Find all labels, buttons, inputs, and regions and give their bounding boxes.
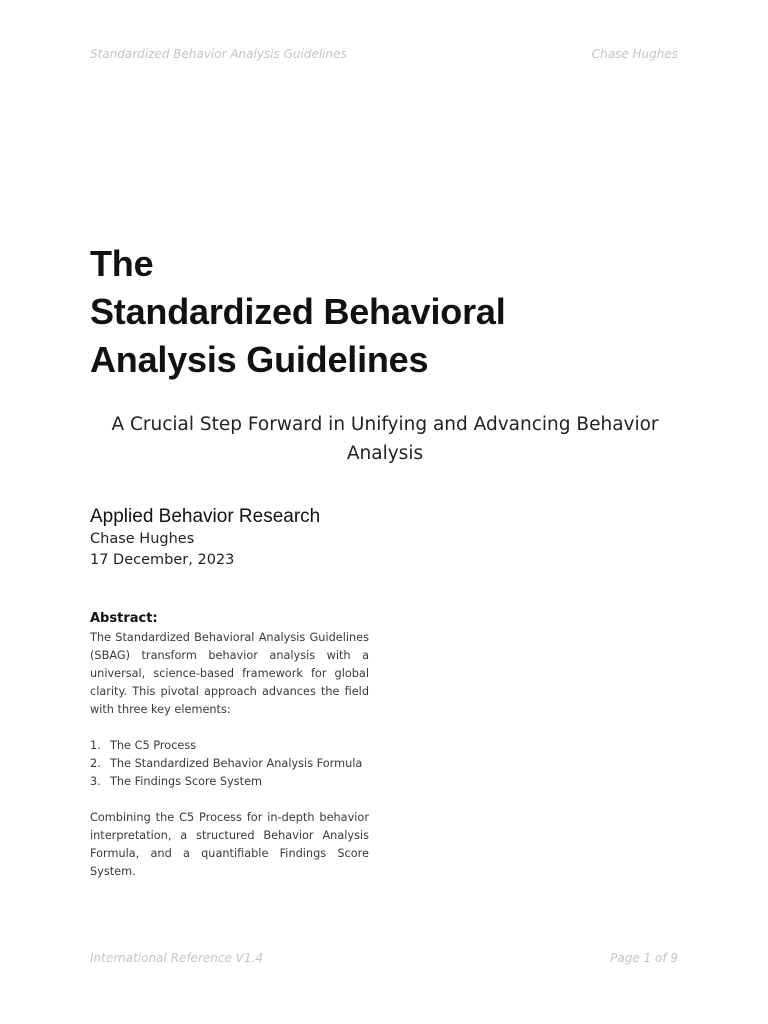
list-item (90, 737, 369, 755)
title-line-3: Analysis Guidelines (90, 339, 429, 380)
list-item-text: The C5 Process (110, 739, 197, 752)
list-item (90, 773, 369, 791)
title-line-2: Standardized Behavioral (90, 291, 506, 332)
running-header (90, 47, 678, 61)
running-footer (90, 951, 678, 965)
author-name: Chase Hughes (90, 531, 195, 547)
header-author: Chase Hughes (591, 47, 678, 61)
abstract-section (90, 610, 369, 881)
title-line-1: The (90, 243, 154, 284)
key-elements-list (90, 737, 369, 791)
footer-version: International Reference V1.4 (90, 951, 263, 965)
abstract-closing: Combining the C5 Process for in-depth behavior interpretation, a structured Behavior Analysis Formula, and a quantifiable Findings Score System. (90, 811, 369, 878)
list-item-text: The Standardized Behavior Analysis Formula (110, 757, 363, 770)
document-title (90, 240, 506, 384)
list-item-text: The Findings Score System (110, 775, 263, 788)
list-item (90, 755, 369, 773)
organization-name: Applied Behavior Research (90, 506, 321, 527)
list-item-number: 1. (90, 739, 101, 752)
publication-date: 17 December, 2023 (90, 552, 235, 568)
list-item-number: 2. (90, 757, 101, 770)
abstract-intro: The Standardized Behavioral Analysis Guidelines (SBAG) transform behavior analysis with a universal, science-based framework for global clarity. This pivotal approach advances the field with three key elements: (90, 631, 369, 716)
list-item-number: 3. (90, 775, 101, 788)
footer-page-number: Page 1 of 9 (610, 951, 678, 965)
header-document-title: Standardized Behavior Analysis Guidelines (90, 47, 347, 61)
abstract-heading: Abstract: (90, 611, 158, 626)
document-subtitle: A Crucial Step Forward in Unifying and Advancing Behavior Analysis (111, 414, 659, 464)
